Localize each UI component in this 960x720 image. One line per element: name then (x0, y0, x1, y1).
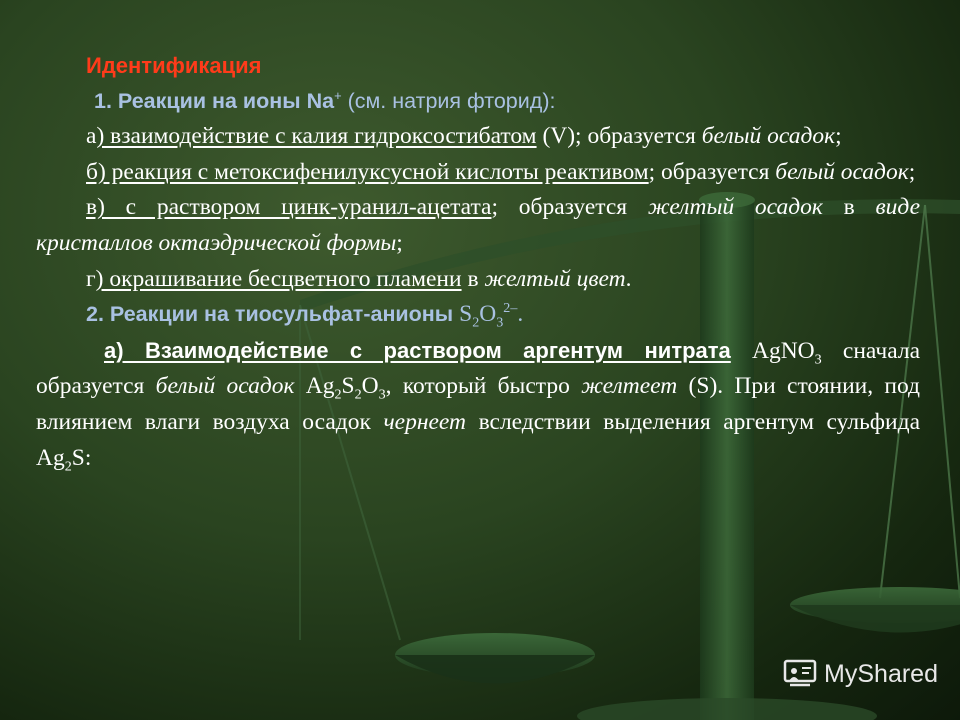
reaction-b (36, 155, 920, 191)
reaction-d (36, 262, 920, 298)
reaction-a (36, 119, 920, 155)
reaction-a2-end: S: (71, 444, 92, 471)
thiosulfate-o: O (479, 301, 497, 328)
ag2s2o3-o: O (361, 373, 379, 400)
reaction-c-underlined: в) с раствором цинк-уранил-ацетата (86, 194, 492, 221)
reaction-c-text: ; образуется (491, 194, 648, 221)
reaction-b-text: ; образуется (648, 158, 776, 185)
thiosulfate-sub-3: 3 (496, 314, 504, 331)
reaction-a2-italic-3: чернеет (383, 408, 467, 435)
section-2-title (36, 297, 920, 333)
reaction-a2-text-3: (S). При стоянии, под влиянием влаги воздуха осадок (36, 373, 921, 435)
ag2s2o3-sub-a: 2 (334, 387, 342, 404)
ag2s2o3-sub-b: 2 (354, 387, 362, 404)
section-1-title-text: 1. Реакции на ионы Na (94, 88, 335, 113)
reaction-d-end: . (625, 265, 632, 292)
reaction-d-prefix: г (86, 265, 96, 292)
reaction-a2-text-4: вследствии выделения аргентум сульфида Ag (36, 408, 920, 471)
reaction-a-underlined: ) взаимодействие с калия гидроксостибатом (96, 123, 537, 150)
ag2s-sub: 2 (64, 458, 72, 475)
reaction-c-mid: в (822, 194, 876, 221)
reaction-d-italic: желтый цвет (484, 265, 626, 292)
agno3-formula: AgNO (751, 337, 815, 364)
thiosulfate-charge: 2– (503, 300, 518, 317)
reaction-c (36, 190, 920, 261)
na-charge: + (334, 87, 342, 103)
slide-text (36, 48, 920, 476)
reaction-a2-text-2: , который быстро (385, 373, 582, 400)
reaction-a2-underlined: а) Взаимодействие с раствором аргентум нитрата (104, 337, 731, 363)
reaction-a2-italic-1: белый осадок (155, 373, 295, 400)
logo-text: MyShared (824, 659, 938, 688)
reaction-a-prefix: а (86, 123, 97, 150)
reaction-b-end: ; (908, 158, 916, 185)
reaction-c-end: ; (396, 229, 403, 256)
reaction-d-underlined: ) окрашивание бесцветного пламени (95, 265, 462, 292)
section-2-title-end: . (517, 301, 524, 328)
reaction-a-end: ; (835, 123, 842, 150)
ag2s2o3-s: S (341, 373, 355, 400)
reaction-a2 (36, 333, 920, 476)
reaction-a2-italic-2: желтеет (581, 373, 678, 400)
section-1-title (36, 84, 920, 120)
reaction-c-italic-1: желтый осадок (647, 194, 823, 221)
reaction-b-italic: белый осадок (775, 158, 909, 185)
ag2s2o3-ag: Ag (294, 373, 335, 400)
section-2-title-text: 2. Реакции на тиосульфат-анионы (86, 302, 460, 327)
reaction-a2-text-1: сначала образуется (36, 337, 921, 400)
reaction-a-text: (V); образуется (536, 123, 702, 150)
reaction-a-italic: белый осадок (701, 123, 836, 150)
slide-heading: Идентификация (86, 53, 262, 78)
section-1-title-paren: (см. натрия фторид): (341, 88, 556, 113)
reaction-d-text: в (461, 265, 485, 292)
thiosulfate-s: S (459, 301, 473, 328)
myshared-logo[interactable] (782, 658, 938, 690)
ag2s2o3-sub-c: 3 (378, 387, 386, 404)
thiosulfate-sub-2: 2 (472, 314, 480, 331)
classroom-icon (782, 658, 818, 690)
reaction-c-italic-2: виде кристаллов октаэдрической формы (36, 194, 920, 256)
reaction-b-underlined: б) реакция с метоксифенилуксусной кислоты реактивом (86, 158, 649, 185)
agno3-sub: 3 (814, 351, 822, 368)
